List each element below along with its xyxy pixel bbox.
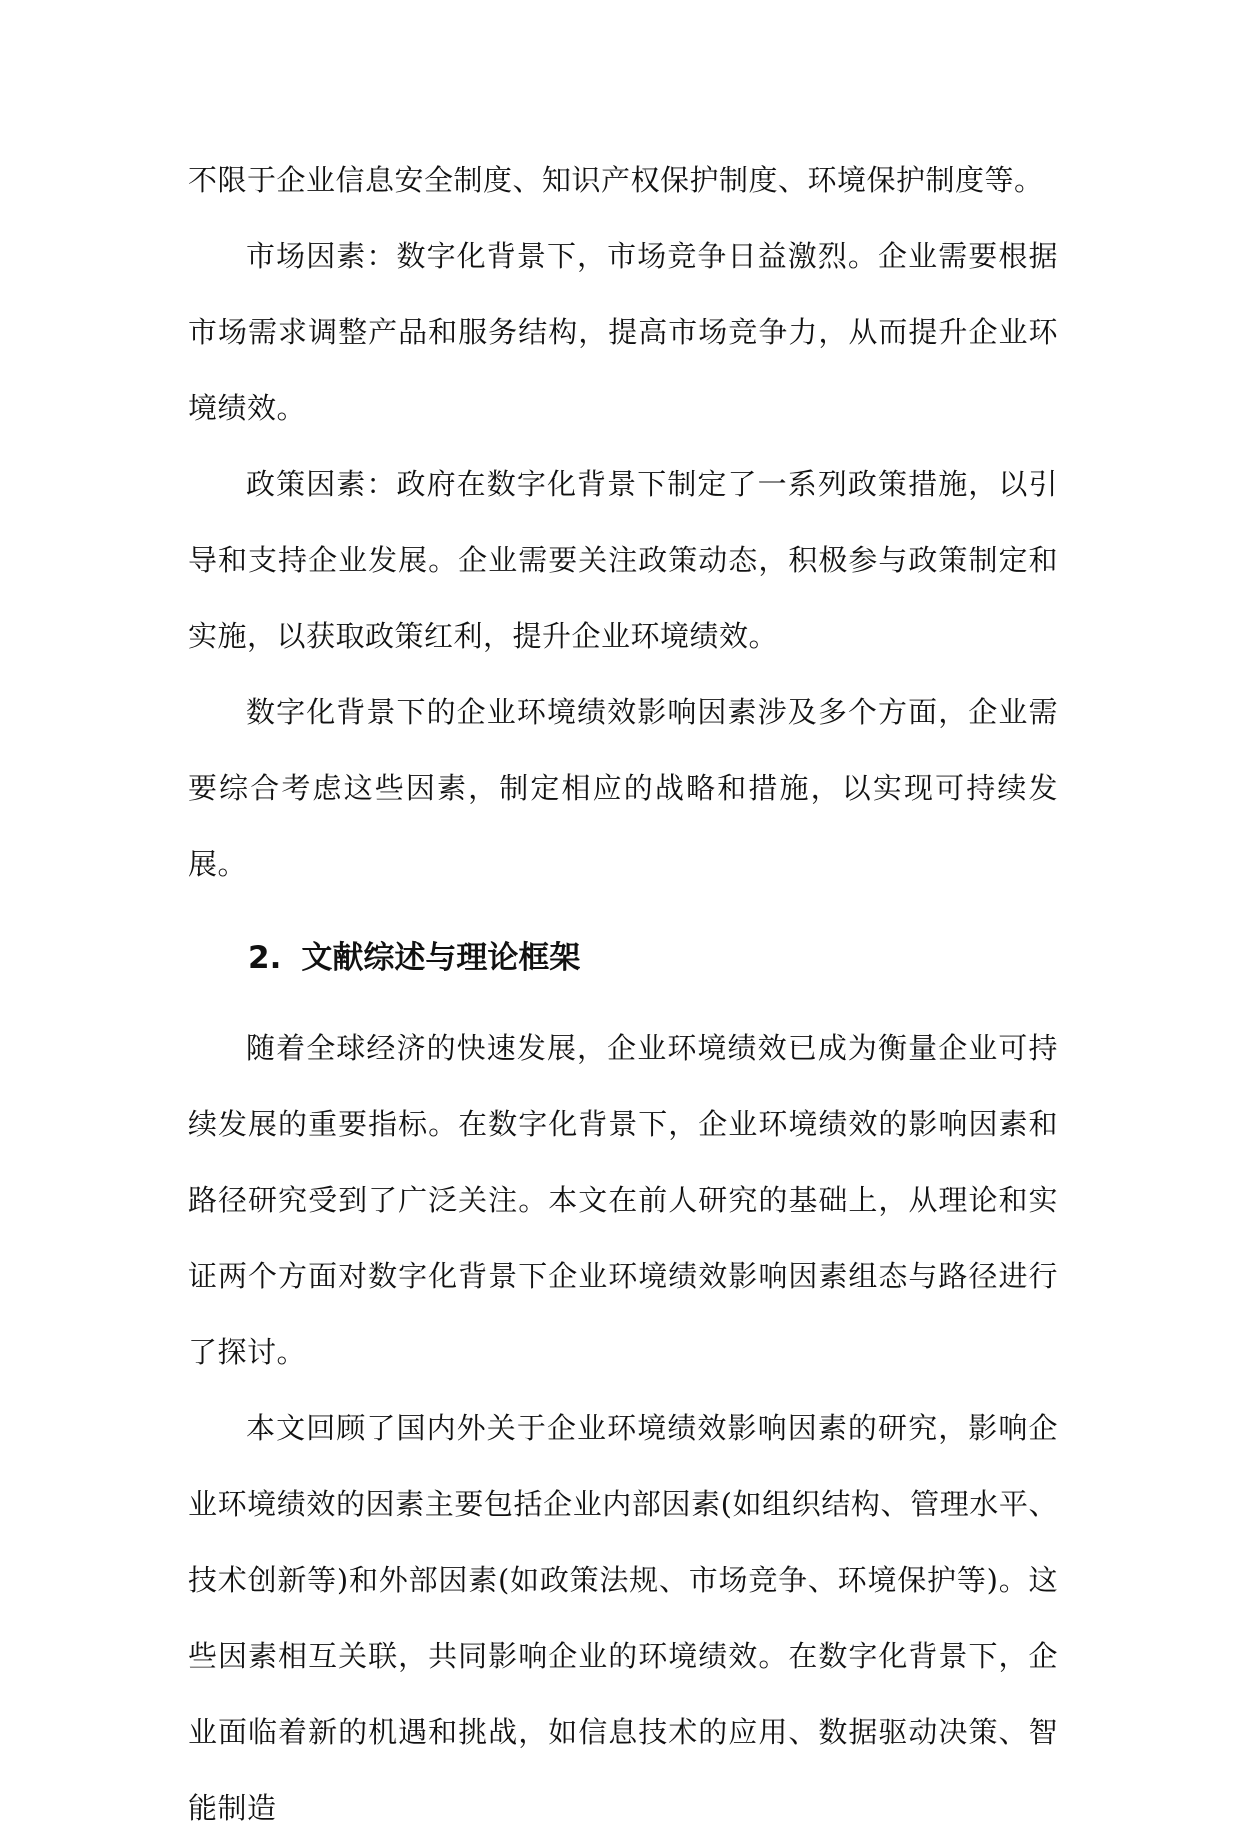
paragraph-continuation: 不限于企业信息安全制度、知识产权保护制度、环境保护制度等。 xyxy=(188,163,1044,197)
document-page xyxy=(188,142,1058,1846)
section-number: 2. xyxy=(248,940,282,976)
paragraph-review: 本文回顾了国内外关于企业环境绩效影响因素的研究，影响企业环境绩效的因素主要包括企业内部因素(如组织结构、管理水平、技术创新等)和外部因素(如政策法规、市场竞争、环境保护等)。这些因素相互关联，共同影响企业的环境绩效。在数字化背景下，企业面临着新的机遇和挑战，如信息技术的应用、数据驱动决策、智能制造 xyxy=(188,1411,1058,1825)
paragraph-market-factors: 市场因素：数字化背景下，市场竞争日益激烈。企业需要根据市场需求调整产品和服务结构，提高市场竞争力，从而提升企业环境绩效。 xyxy=(188,239,1058,425)
paragraph-policy-factors: 政策因素：政府在数字化背景下制定了一系列政策措施，以引导和支持企业发展。企业需要关注政策动态，积极参与政策制定和实施，以获取政策红利，提升企业环境绩效。 xyxy=(188,467,1058,653)
paragraph-intro: 随着全球经济的快速发展，企业环境绩效已成为衡量企业可持续发展的重要指标。在数字化背景下，企业环境绩效的影响因素和路径研究受到了广泛关注。本文在前人研究的基础上，从理论和实证两个方面对数字化背景下企业环境绩效影响因素组态与路径进行了探讨。 xyxy=(188,1031,1058,1369)
paragraph-summary: 数字化背景下的企业环境绩效影响因素涉及多个方面，企业需要综合考虑这些因素，制定相应的战略和措施，以实现可持续发展。 xyxy=(188,695,1058,881)
section-title: 文献综述与理论框架 xyxy=(301,940,581,976)
section-heading xyxy=(188,928,1058,988)
